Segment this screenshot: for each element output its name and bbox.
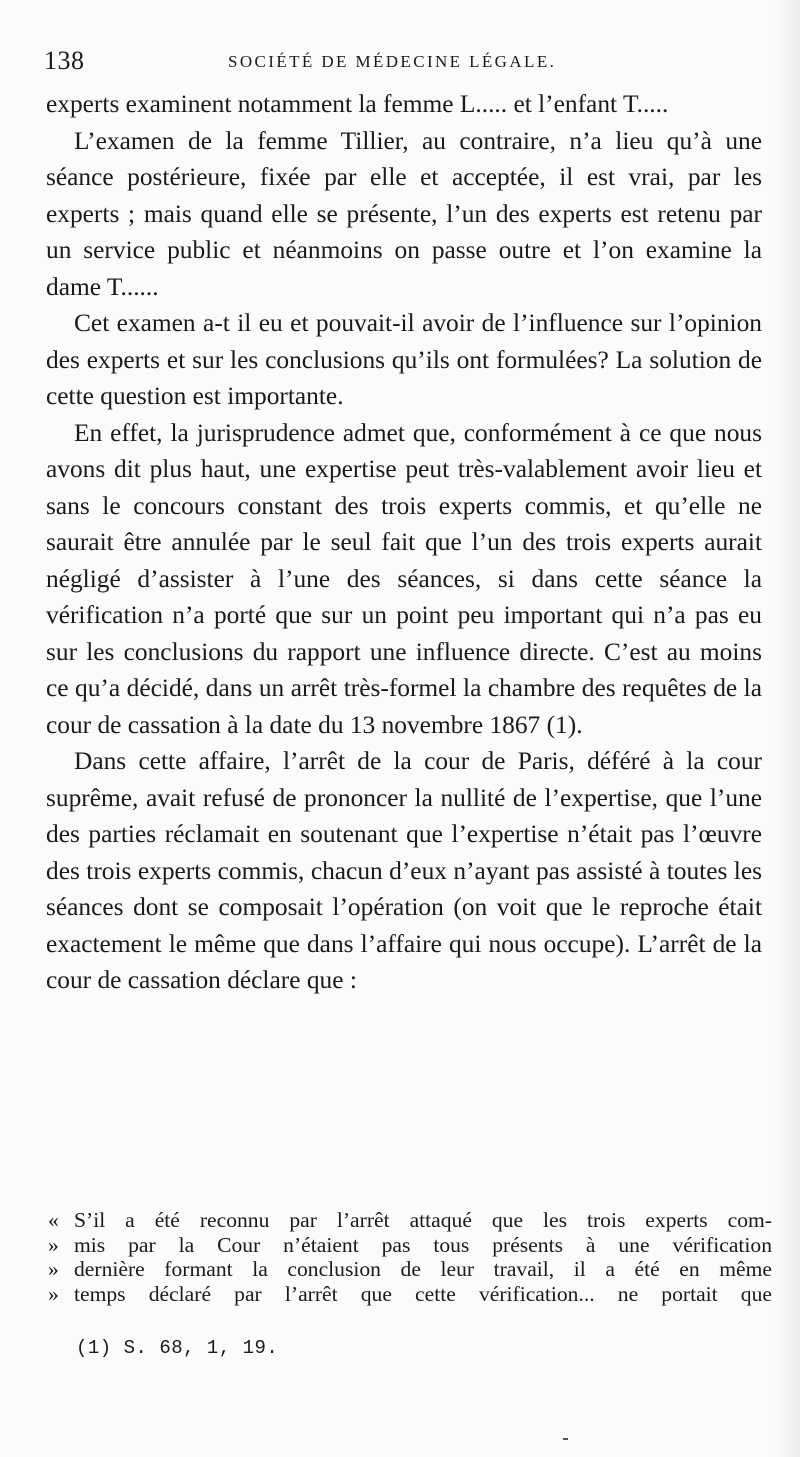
quote-line-text: mis par la Cour n’étaient pas tous présents à une vérification xyxy=(74,1232,772,1257)
paragraph-affaire: Dans cette affaire, l’arrêt de la cour de Paris, déféré à la cour suprême, avait refusé de prononcer la nullité de l’expertise, que l’une des parties réclamait en soutenant que l’expertise n’était pas l’œuvre des trois experts commis, chacun d’eux n’ayant pas assisté à toutes les séances dont se composait l’opération (on voit que le reproche était exactement le même que dans l’affaire qui nous occupe). L’arrêt de la cour de cassation déclare que : xyxy=(46,747,762,994)
quote-line xyxy=(48,1233,772,1258)
page-edge-shadow xyxy=(774,0,800,1457)
quote-line-text: S’il a été reconnu par l’arrêt attaqué que les trois experts com- xyxy=(74,1208,772,1232)
paragraph-jurisprudence: En effet, la jurisprudence admet que, conformément à ce que nous avons dit plus haut, une expertise peut très-valablement avoir lieu et sans le concours constant des trois experts commis, et qu’elle ne saurait être annulée par le seul fait que l’un des trois experts aurait négligé d’assister à l’une des séances, si dans cette séance la vérification n’a porté que sur un point peu important qui n’a pas eu sur les conclusions du rapport une influence directe. C’est au moins ce qu’a décidé, dans un arrêt très-formel la chambre des requêtes de la cour de cassation à la date du 13 novembre 1867 (1). xyxy=(46,418,762,739)
page-number: 138 xyxy=(44,46,85,75)
body-text xyxy=(46,86,762,999)
paragraph-examen: L’examen de la femme Tillier, au contraire, n’a lieu qu’à une séance postérieure, fixée par elle et acceptée, il est vrai, par les experts ; mais quand elle se présente, l’un des experts est retenu par un service public et néanmoins on passe outre et l’on examine la dame T...... xyxy=(46,126,762,301)
quote-line xyxy=(48,1257,772,1282)
page-header xyxy=(44,46,774,76)
paragraph-influence: Cet examen a-t il eu et pouvait-il avoir de l’influence sur l’opinion des experts et sur les conclusions qu’ils ont formulées? La solution de cette question est importante. xyxy=(46,309,762,410)
quote-line xyxy=(48,1208,772,1233)
footnote: (1) S. 68, 1, 19. xyxy=(76,1337,279,1359)
quote-mark: « xyxy=(48,1208,59,1232)
running-head: SOCIÉTÉ DE MÉDECINE LÉGALE. xyxy=(228,52,557,71)
quote-line-text: dernière formant la conclusion de leur travail, il a été en même xyxy=(74,1257,772,1282)
quote-mark: » xyxy=(48,1257,59,1282)
quote-line-text: temps déclaré par l’arrêt que cette vérification... ne portait que xyxy=(74,1281,772,1306)
quote-mark: » xyxy=(48,1281,59,1306)
quote-line xyxy=(48,1282,772,1307)
quoted-judgment xyxy=(48,1208,772,1306)
print-speck xyxy=(563,1438,568,1440)
paragraph-continuation: experts examinent notamment la femme L..... et l’enfant T..... xyxy=(46,90,669,118)
quote-mark: » xyxy=(48,1232,59,1257)
